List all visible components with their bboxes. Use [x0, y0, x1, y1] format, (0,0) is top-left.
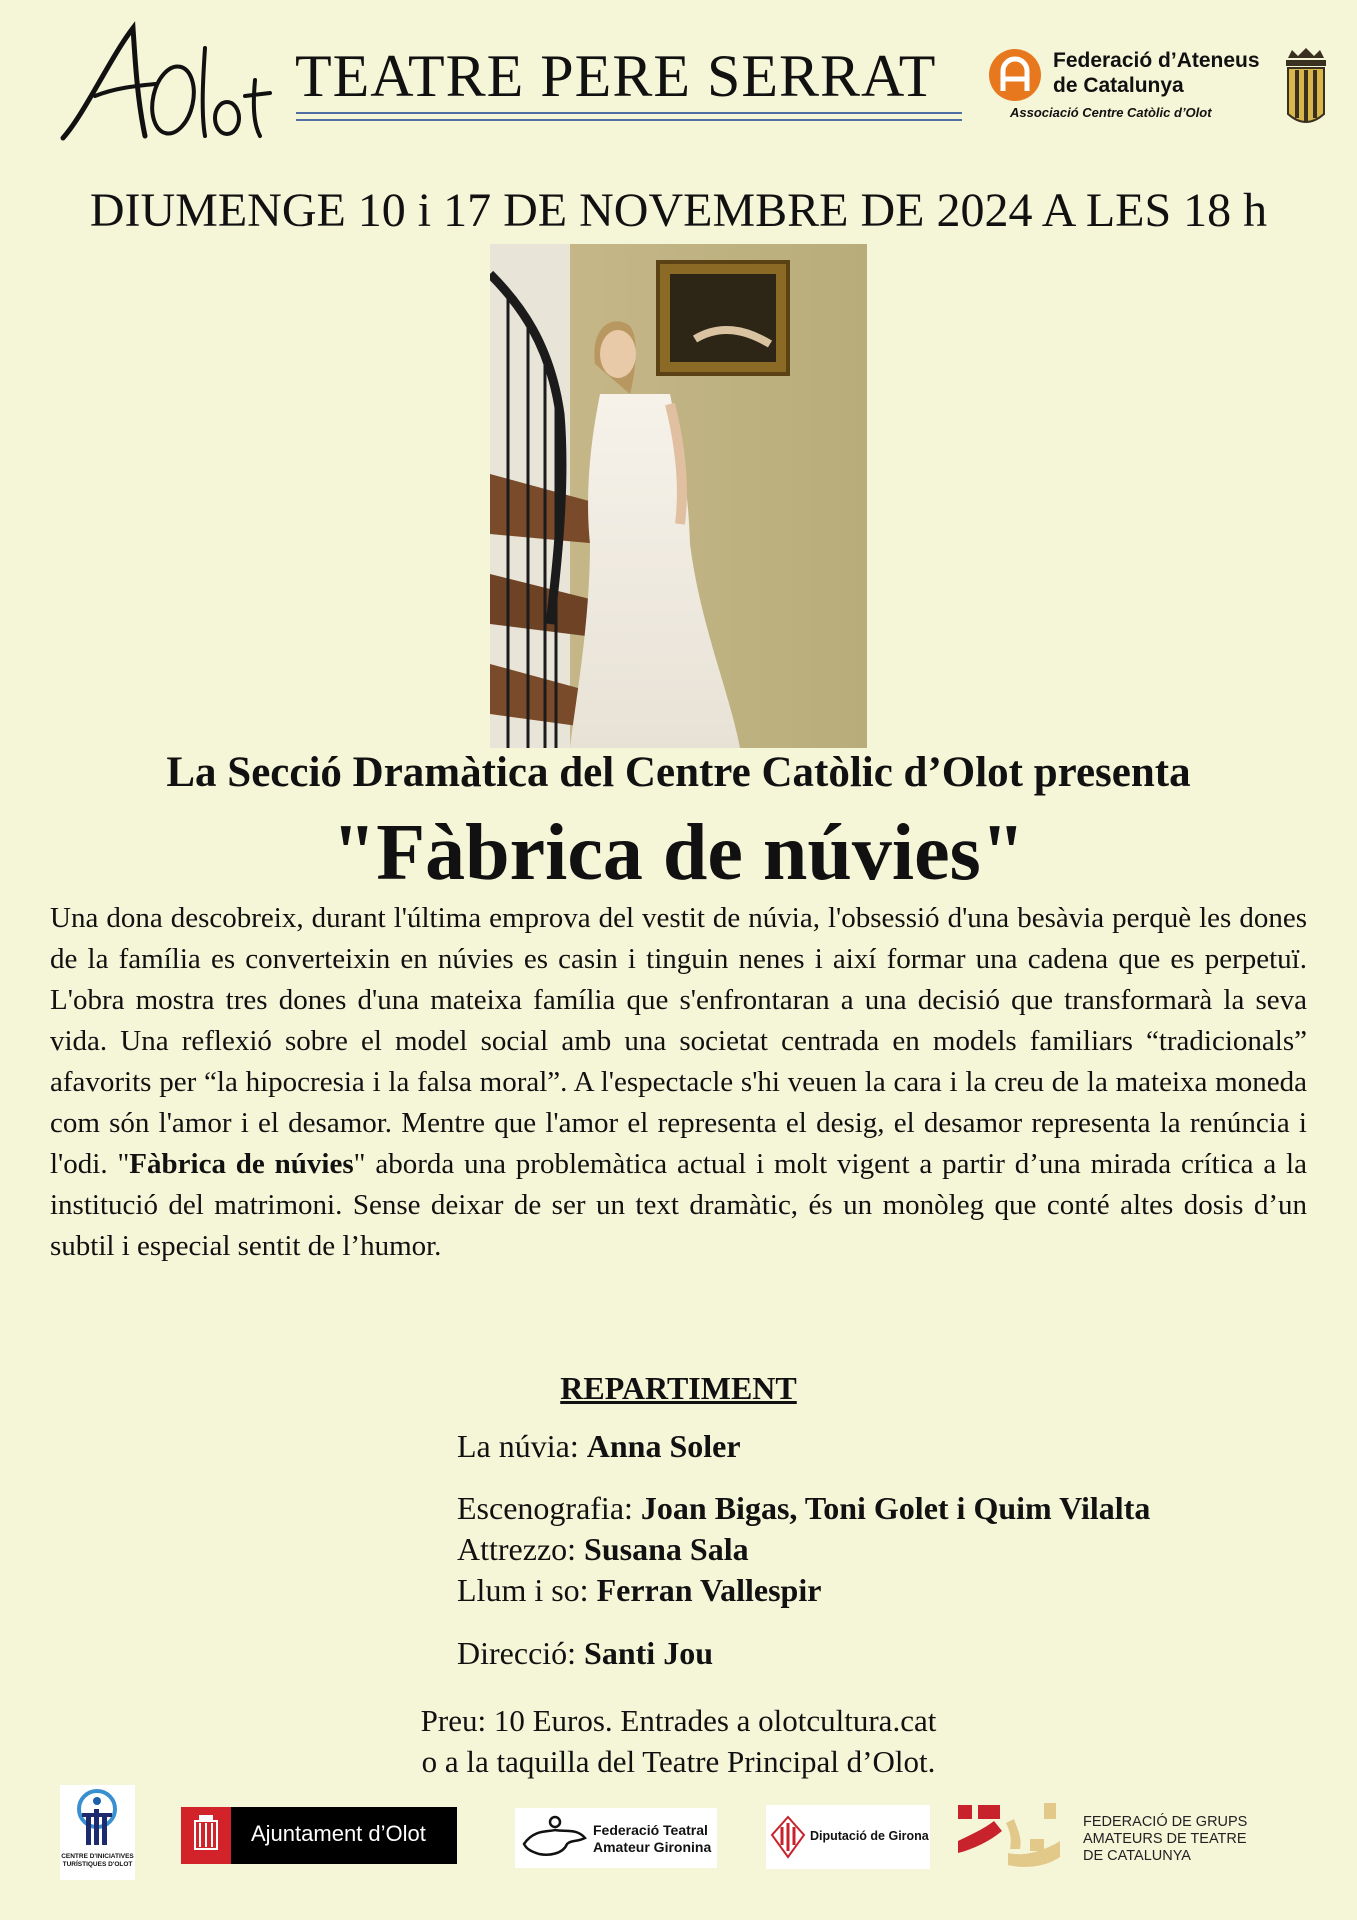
- federation-subtitle: Associació Centre Catòlic d’Olot: [1010, 105, 1212, 120]
- box-office-line: o a la taquilla del Teatre Principal d’Olot.: [421, 1744, 936, 1779]
- cast-line-direction: [457, 1635, 713, 1672]
- fgat-emblem-icon: [954, 1801, 1064, 1871]
- diputacio-name: Diputació de Girona: [810, 1829, 929, 1843]
- fgat-line2: AMATEURS DE TEATRE: [1083, 1831, 1247, 1847]
- coat-of-arms-icon: [1282, 48, 1330, 130]
- fta-line2: Amateur Gironina: [593, 1839, 712, 1855]
- theatre-name: TEATRE PERE SERRAT: [295, 43, 937, 109]
- federation-line2: de Catalunya: [1053, 74, 1184, 97]
- cast-name: Susana Sala: [584, 1531, 749, 1567]
- cit-olot-logo: [60, 1785, 135, 1880]
- show-title: "Fàbrica de núvies": [331, 809, 1026, 897]
- cit-icon: [72, 1787, 122, 1849]
- fta-figures-icon: [519, 1814, 589, 1862]
- cast-line-attrezzo: [457, 1531, 749, 1568]
- cit-line1: CENTRE D'INICIATIVES: [61, 1853, 134, 1860]
- cast-role: La núvia:: [457, 1428, 587, 1464]
- federation-line1: Federació d’Ateneus: [1053, 49, 1260, 72]
- fgat-name: [1083, 1814, 1247, 1865]
- title-underline: [296, 112, 962, 126]
- cast-line-lighting: [457, 1572, 821, 1609]
- cast-role: Escenografia:: [457, 1490, 641, 1526]
- ajuntament-olot-logo: [181, 1807, 457, 1864]
- ticket-info: [0, 1700, 1357, 1782]
- federacio-teatral-gironina-logo: [515, 1808, 717, 1868]
- diputacio-girona-logo: [766, 1805, 930, 1869]
- fgat-line3: DE CATALUNYA: [1083, 1848, 1191, 1864]
- cast-line-scenography: [457, 1490, 1150, 1527]
- cast-name: Anna Soler: [586, 1428, 741, 1464]
- cast-role: Direcció:: [457, 1635, 585, 1671]
- federacio-ateneus-logo-icon: [985, 45, 1045, 105]
- cast-name: Ferran Vallespir: [596, 1572, 822, 1608]
- synopsis-part1: Una dona descobreix, durant l'última emprova del vestit de núvia, l'obsessió d'una besàvia perquè les dones de la família es converteixin en núvies es casin i tinguin nenes i així formar una cadena que es perpetuï. L'obra mostra tres dones d'una mateixa família que s'enfrontaran a una decisió que transformarà la seva vida. Una reflexió sobre el model social amb una societat centrada en models familiars “tradicionals” afavorits per “la hipocresia i la falsa moral”. A l'espectacle s'hi veuen la cara i la creu de la mateixa moneda com són l'amor i el desamor. Mentre que l'amor el representa el desig, el desamor representa la renúncia i l'odi. ": [50, 902, 1307, 1180]
- synopsis-part2: " aborda una problemàtica actual i molt vigent a partir d’una mirada crítica a la institució del matrimoni. Sense deixar de ser un text dramàtic, és un monòleg que conté altes dosis d’un subtil i especial sentit de l’humor.: [50, 1148, 1307, 1262]
- ajuntament-name: Ajuntament d’Olot: [251, 1821, 426, 1846]
- aolot-logo: [55, 18, 275, 148]
- performance-date: DIUMENGE 10 i 17 DE NOVEMBRE DE 2024 A LES 18 h: [89, 184, 1268, 237]
- cast-name: Santi Jou: [584, 1635, 713, 1671]
- cast-role: Llum i so:: [457, 1572, 597, 1608]
- federation-name: [1053, 48, 1260, 98]
- cit-line2: TURÍSTIQUES D'OLOT: [62, 1861, 133, 1868]
- company-presents: La Secció Dramàtica del Centre Catòlic d’Olot presenta: [166, 749, 1191, 796]
- fgat-line1: FEDERACIÓ DE GRUPS: [1083, 1814, 1248, 1830]
- diputacio-shield-icon: [770, 1815, 806, 1859]
- ajuntament-emblem-icon: [181, 1807, 231, 1864]
- synopsis-text: [50, 898, 1307, 1267]
- cast-role: Attrezzo:: [457, 1531, 585, 1567]
- fta-line1: Federació Teatral: [593, 1822, 708, 1838]
- synopsis-bold-title: Fàbrica de núvies: [129, 1148, 354, 1180]
- cast-line-bride: [457, 1428, 741, 1465]
- price-line: Preu: 10 Euros. Entrades a olotcultura.cat: [420, 1703, 937, 1738]
- poster-photo: [490, 244, 867, 748]
- cast-name: Joan Bigas, Toni Golet i Quim Vilalta: [640, 1490, 1151, 1526]
- cast-heading: REPARTIMENT: [560, 1370, 797, 1406]
